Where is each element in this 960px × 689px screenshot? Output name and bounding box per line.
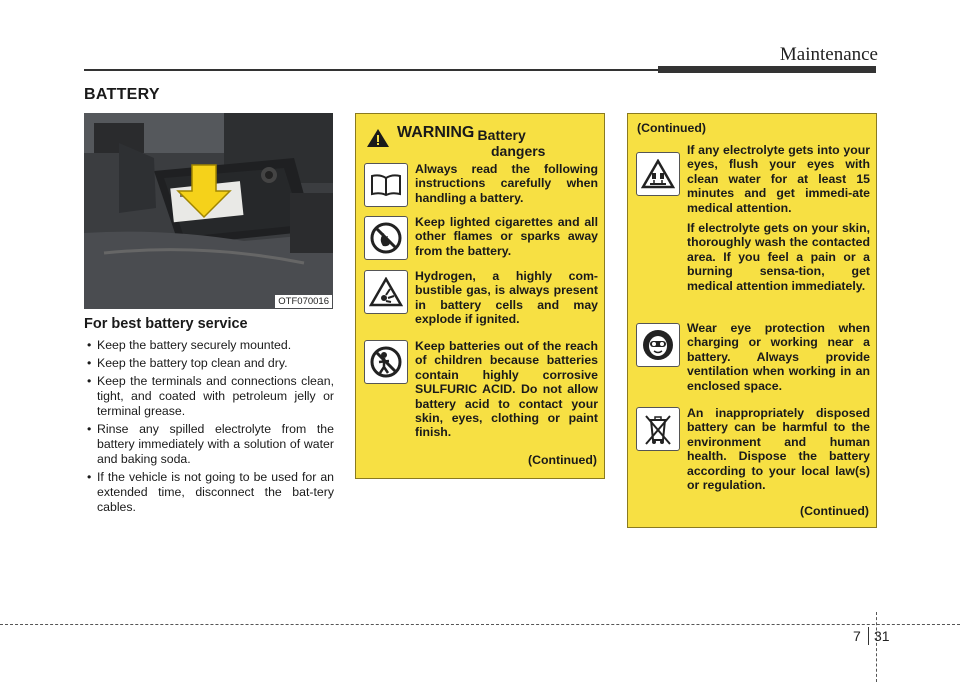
- warning-text: Hydrogen, a highly com-bustible gas, is always present in battery cells and may explode if ignited.: [415, 269, 598, 327]
- header-title: Maintenance: [779, 44, 878, 65]
- photo-code: OTF070016: [275, 295, 332, 308]
- service-list: [84, 338, 334, 515]
- service-item: • Keep the terminals and connections clean, tight, and coated with petroleum jelly or terminal grease.: [84, 374, 334, 419]
- warning-word: WARNING: [397, 124, 475, 141]
- page-tick: [876, 612, 877, 682]
- chapter-number: 7: [853, 628, 861, 644]
- warning-subtitle-line2: dangers: [491, 143, 546, 159]
- continued-label: (Continued): [637, 121, 706, 135]
- continued-text: If any electrolyte gets into your eyes, flush your eyes with clean water for at least 15 minutes and get immedi-ate medical attention.: [687, 143, 870, 215]
- warning-triangle-icon: [366, 128, 390, 148]
- header-bar: [658, 66, 876, 73]
- manual-book-icon: [364, 163, 408, 207]
- service-item: • Keep the battery top clean and dry.: [84, 356, 334, 371]
- continued-text: Wear eye protection when charging or working near a battery. Always provide ventilation when working in an enclosed space.: [687, 321, 870, 393]
- battery-photo: [84, 113, 333, 309]
- continued-label: (Continued): [800, 504, 869, 518]
- warning-subtitle: - Battery: [469, 127, 526, 143]
- warning-text: Keep batteries out of the reach of children because batteries contain highly corrosive SULFURIC ACID. Do not allow battery acid to contact your skin, eyes, clothing or paint finish.: [415, 339, 598, 440]
- continued-text: An inappropriately disposed battery can be harmful to the environment and human health. Dispose the battery according to your local law(s) or regulation.: [687, 406, 870, 493]
- eye-protection-icon: [636, 323, 680, 367]
- warning-panel: [355, 113, 605, 479]
- service-item: • Keep the battery securely mounted.: [84, 338, 334, 353]
- section-title: BATTERY: [84, 86, 160, 103]
- continued-text: If electrolyte gets on your skin, thoroughly wash the contacted area. If you feel a pain or a burning sensa-tion, get medical attention immediately.: [687, 221, 870, 293]
- page-number: 31: [874, 628, 890, 644]
- keep-children-away-icon: [364, 340, 408, 384]
- no-trash-bin-icon: [636, 407, 680, 451]
- corrosive-icon: [636, 152, 680, 196]
- warning-text: Always read the following instructions carefully when handling a battery.: [415, 162, 598, 205]
- battery-service-section: [84, 316, 334, 518]
- engine-bay-illustration: [84, 113, 333, 309]
- service-item: • Rinse any spilled electrolyte from the battery immediately with a solution of water and baking soda.: [84, 422, 334, 467]
- page-separator: [868, 627, 869, 645]
- continued-panel: [627, 113, 877, 528]
- service-item: • If the vehicle is not going to be used for an extended time, disconnect the bat-tery cables.: [84, 470, 334, 515]
- warning-text: Keep lighted cigarettes and all other flames or sparks away from the battery.: [415, 215, 598, 258]
- page-rule: [0, 624, 960, 625]
- no-flames-icon: [364, 216, 408, 260]
- explosive-icon: [364, 270, 408, 314]
- continued-label: (Continued): [528, 453, 597, 467]
- service-heading: For best battery service: [84, 316, 248, 332]
- header-rule: [84, 69, 660, 71]
